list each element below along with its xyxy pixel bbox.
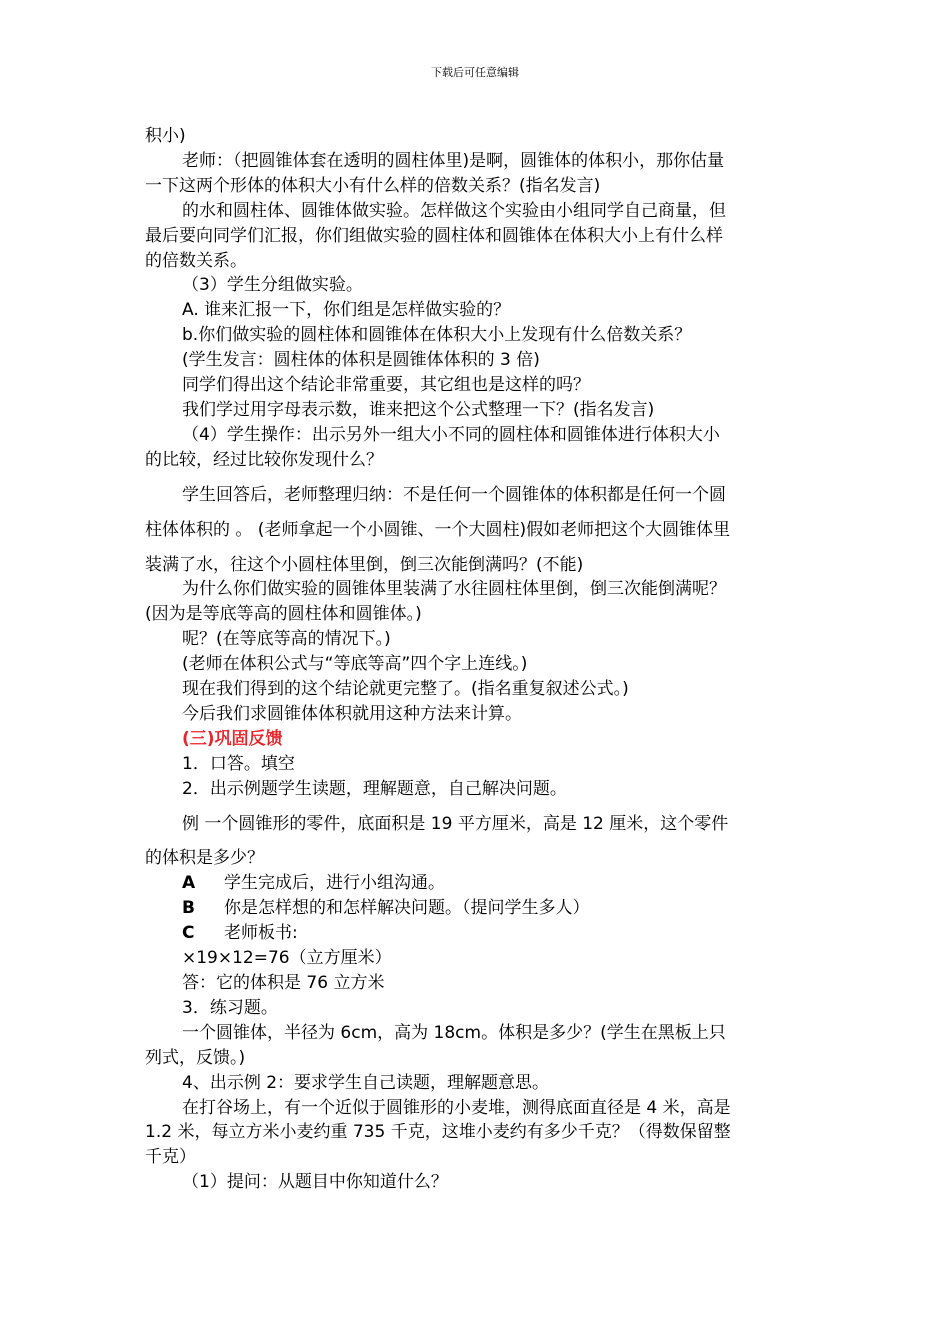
text-line: 同学们得出这个结论非常重要，其它组也是这样的吗？ <box>182 375 590 396</box>
list-text: 学生完成后，进行小组沟通。 <box>224 873 445 894</box>
text-line: 一下这两个形体的体积大小有什么样的倍数关系？(指名发言) <box>145 175 601 196</box>
text-line: （1）提问：从题目中你知道什么？ <box>182 1172 448 1193</box>
text-line: 1．口答。填空 <box>182 753 295 774</box>
text-line: 2．出示例题学生读题，理解题意，自己解决问题。 <box>182 778 567 799</box>
text-line: 为什么你们做实验的圆锥体里装满了水往圆柱体里倒，倒三次能倒满呢？ <box>182 579 726 600</box>
text-line: b.你们做实验的圆柱体和圆锥体在体积大小上发现有什么倍数关系？ <box>182 325 692 346</box>
document-body <box>145 124 810 1195</box>
text-line: (因为是等底等高的圆柱体和圆锥体。) <box>145 604 422 625</box>
list-item <box>145 896 810 921</box>
list-label: B <box>182 898 195 919</box>
list-item <box>145 921 810 946</box>
text-line: (老师在体积公式与“等底等高”四个字上连线。) <box>182 654 528 675</box>
answer-line: 答：它的体积是 76 立方米 <box>182 973 385 993</box>
text-line: （3）学生分组做实验。 <box>182 275 363 296</box>
text-line: 的比较，经过比较你发现什么？ <box>145 449 383 470</box>
text-line: (学生发言：圆柱体的体积是圆锥体体积的 3 倍) <box>182 350 540 371</box>
text-line: 千克） <box>145 1147 196 1168</box>
text-line: 最后要向同学们汇报，你们组做实验的圆柱体和圆锥体在体积大小上有什么样 <box>145 225 723 246</box>
list-label: C <box>182 923 195 944</box>
text-line: 的倍数关系。 <box>145 250 247 271</box>
text-line: 老师：（把圆锥体套在透明的圆柱体里)是啊，圆锥体的体积小，那你估量 <box>182 150 725 171</box>
text-line: 在打谷场上，有一个近似于圆锥形的小麦堆，测得底面直径是 4 米，高是 <box>182 1097 731 1118</box>
text-line: 列式，反馈。) <box>145 1047 246 1068</box>
text-line: 今后我们求圆锥体体积就用这种方法来计算。 <box>182 703 522 724</box>
example-line: 例 一个圆锥形的零件，底面积是 19 平方厘米，高是 12 厘米，这个零件 <box>182 813 729 834</box>
list-label: A <box>182 873 196 894</box>
list-text: 你是怎样想的和怎样解决问题。（提问学生多人） <box>224 898 590 919</box>
text-line: （4）学生操作：出示另外一组大小不同的圆柱体和圆锥体进行体积大小 <box>182 424 720 445</box>
text-line: 一个圆锥体，半径为 6cm，高为 18cm。体积是多少？(学生在黑板上只 <box>182 1022 726 1043</box>
list-text: 老师板书: <box>224 923 298 944</box>
text-line: 3．练习题。 <box>182 997 278 1018</box>
text-line: 我们学过用字母表示数，谁来把这个公式整理一下？(指名发言) <box>182 399 655 420</box>
section-heading: (三)巩固反馈 <box>182 728 283 749</box>
text-line: 1.2 米，每立方米小麦约重 735 千克，这堆小麦约有多少千克？（得数保留整 <box>145 1122 731 1143</box>
text-line: 现在我们得到的这个结论就更完整了。(指名重复叙述公式。) <box>182 679 629 700</box>
text-line: 学生回答后，老师整理归纳：不是任何一个圆锥体的体积都是任何一个圆 <box>182 484 726 505</box>
text-line: A. 谁来汇报一下，你们组是怎样做实验的？ <box>182 300 511 321</box>
text-line: 柱体体积的 。 (老师拿起一个小圆锥、一个大圆柱)假如老师把这个大圆锥体里 <box>145 519 731 540</box>
text-line: 的水和圆柱体、圆锥体做实验。怎样做这个实验由小组同学自己商量，但 <box>182 200 726 221</box>
list-item <box>145 871 810 896</box>
text-line: 呢？(在等底等高的情况下。) <box>182 629 391 650</box>
text-line: 的体积是多少？ <box>145 848 264 869</box>
formula-line: ×19×12=76（立方厘米） <box>182 948 392 969</box>
text-line: 积小) <box>145 126 186 146</box>
page-header: 下载后可任意编辑 <box>431 66 519 79</box>
text-line: 4、出示例 2：要求学生自己读题，理解题意思。 <box>182 1072 550 1093</box>
text-line: 装满了水，往这个小圆柱体里倒，倒三次能倒满吗？(不能) <box>145 554 584 575</box>
